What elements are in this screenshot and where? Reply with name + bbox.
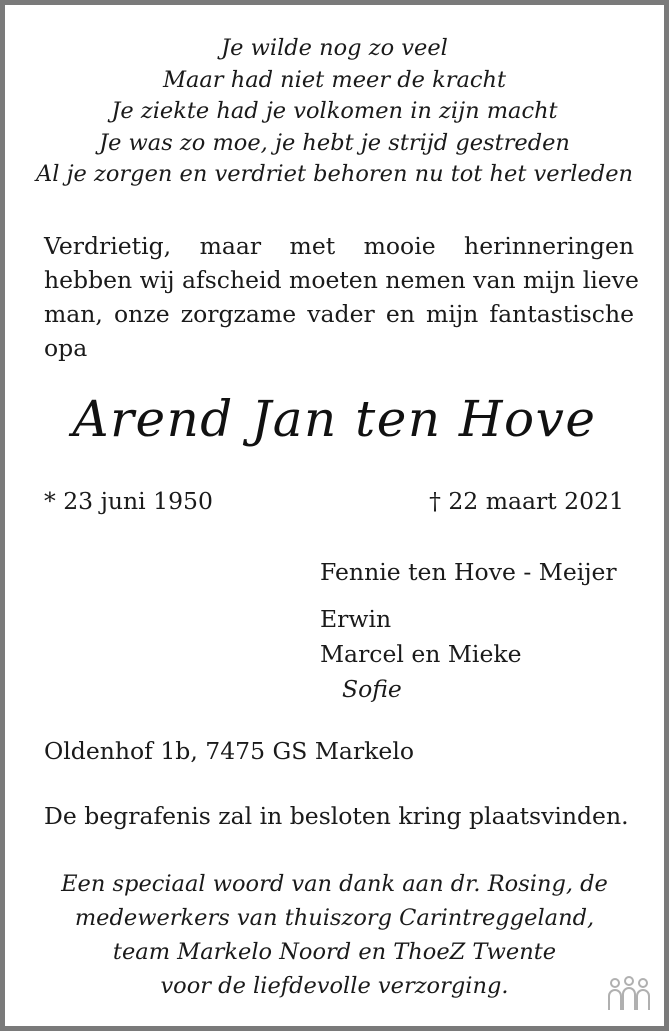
thanks-line: Een speciaal woord van dank aan dr. Rosing, de (61, 871, 608, 897)
death-date: † 22 maart 2021 (429, 487, 624, 515)
poem-line: Je ziekte had je volkomen in zijn macht (111, 98, 558, 124)
intro-line: opa (44, 334, 88, 362)
thanks-text (5, 867, 664, 1003)
thanks-line: team Markelo Noord en ThoeZ Twente (112, 939, 557, 965)
poem-line: Je wilde nog zo veel (221, 35, 448, 61)
child-name: Erwin (320, 605, 392, 633)
thanks-line: voor de liefdevolle verzorging. (160, 973, 509, 999)
poem-line: Maar had niet meer de kracht (162, 66, 507, 93)
intro-line: man, onze zorgzame vader en mijn fantastische (44, 300, 634, 328)
spouse-name: Fennie ten Hove - Meijer (320, 558, 617, 586)
child-name: Marcel en Mieke (320, 640, 522, 668)
intro-line: Verdrietig, maar met mooie herinneringen (44, 232, 634, 260)
poem-line: Al je zorgen en verdriet behoren nu tot het verleden (35, 161, 634, 187)
intro-text (44, 229, 639, 365)
funeral-note: De begrafenis zal in besloten kring plaatsvinden. (44, 802, 629, 830)
intro-line: hebben wij afscheid moeten nemen van mijn lieve (44, 266, 639, 294)
address: Oldenhof 1b, 7475 GS Markelo (44, 737, 414, 765)
people-group-icon (606, 974, 652, 1014)
birth-date: * 23 juni 1950 (44, 487, 213, 515)
grandchild-name: Sofie (342, 675, 402, 703)
poem (5, 33, 664, 191)
poem-line: Je was zo moe, je hebt je strijd gestreden (99, 129, 570, 156)
thanks-line: medewerkers van thuiszorg Carintreggeland, (74, 905, 595, 931)
family-list (320, 555, 617, 707)
deceased-name: Arend Jan ten Hove (72, 390, 597, 448)
